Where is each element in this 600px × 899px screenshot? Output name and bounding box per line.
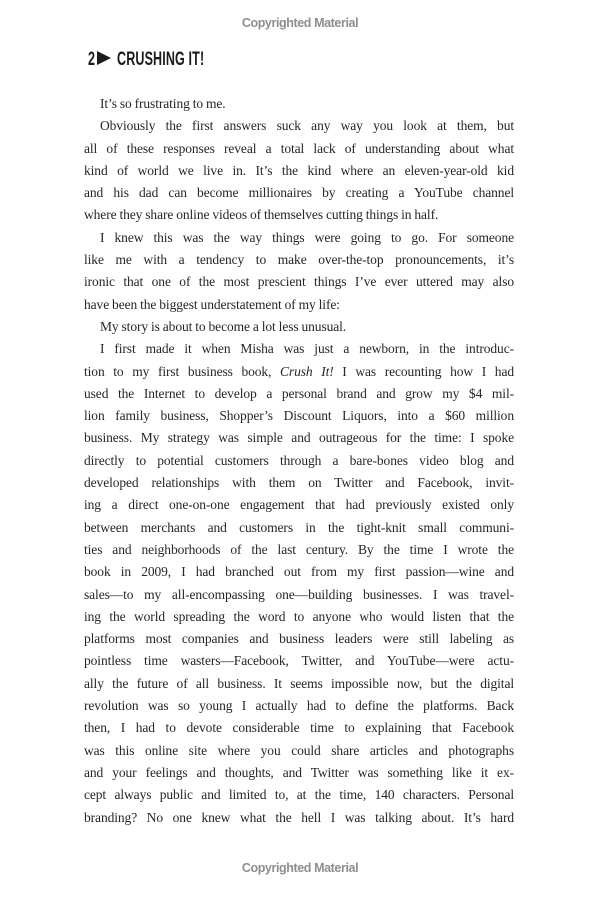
text-line: My story is about to become a lot less unusual.	[100, 318, 347, 334]
text-line: pointless time wasters—Facebook, Twitter, and YouTube—were actu-	[84, 653, 514, 669]
play-arrow-icon	[97, 51, 111, 70]
text-line: It’s so frustrating to me.	[100, 96, 226, 111]
text-line: I first made it when Misha was just a newborn, in the introduc-	[100, 341, 514, 357]
body-text	[84, 93, 514, 829]
text-line: have been the biggest understatement of my life:	[84, 296, 340, 312]
text-line: platforms most companies and business leaders were still labeling as	[84, 631, 514, 647]
text-line: kind of world we live in. It’s the kind where an eleven-year-old kid	[84, 162, 514, 178]
text-line: used the Internet to develop a personal brand and grow my $4 mil-	[84, 385, 514, 401]
text-line: directly to potential customers through a bare-bones video blog and	[84, 452, 514, 468]
text-line: and your feelings and thoughts, and Twitter was something like it ex-	[84, 764, 514, 780]
text-line: developed relationships with them on Twitter and Facebook, invit-	[84, 475, 514, 491]
text-line: tion to my first business book, Crush It! I was recounting how I had	[84, 363, 514, 379]
text-line: ing the world spreading the word to anyone who would listen that the	[84, 608, 514, 624]
text-line: like me with a tendency to make over-the-top pronouncements, it’s	[84, 252, 514, 268]
text-line: then, I had to devote considerable time to explaining that Facebook	[84, 720, 514, 736]
copyright-notice-top: Copyrighted Material	[241, 16, 359, 30]
text-line: ally the future of all business. It seems impossible now, but the digital	[84, 675, 514, 691]
text-line: business. My strategy was simple and outrageous for the time: I spoke	[84, 430, 514, 446]
text-line: was this online site where you could share articles and photographs	[84, 742, 514, 758]
text-line: ties and neighborhoods of the last century. By the time I wrote the	[84, 541, 514, 557]
text-line: ing a direct one-on-one engagement that had previously existed only	[84, 497, 514, 513]
text-line: sales—to my all-encompassing one—building businesses. I was travel-	[84, 586, 514, 602]
text-line: ironic that one of the most prescient things I’ve ever uttered may also	[84, 274, 514, 290]
text-line: book in 2009, I had branched out from my first passion—wine and	[84, 564, 514, 580]
page-number: 2	[88, 49, 96, 70]
text-line: revolution was so young I actually had to define the platforms. Back	[84, 698, 514, 714]
text-line: I knew this was the way things were going to go. For someone	[100, 229, 514, 245]
book-title: CRUSHING IT!	[117, 49, 205, 70]
text-line: lion family business, Shopper’s Discount Liquors, into a $60 million	[84, 408, 514, 424]
text-line: where they share online videos of themselves cutting things in half.	[84, 207, 439, 223]
text-line: between merchants and customers in the tight-knit small communi-	[84, 519, 514, 535]
text-line: Obviously the first answers suck any way you look at them, but	[100, 118, 514, 134]
text-line: cept always public and limited to, at the time, 140 characters. Personal	[84, 787, 514, 803]
copyright-notice-bottom: Copyrighted Material	[241, 861, 359, 875]
text-line: all of these responses reveal a total lack of understanding about what	[84, 140, 514, 156]
text-line: and his dad can become millionaires by creating a YouTube channel	[84, 185, 514, 201]
text-line: branding? No one knew what the hell I was talking about. It’s hard	[84, 809, 514, 825]
running-header	[88, 51, 249, 69]
